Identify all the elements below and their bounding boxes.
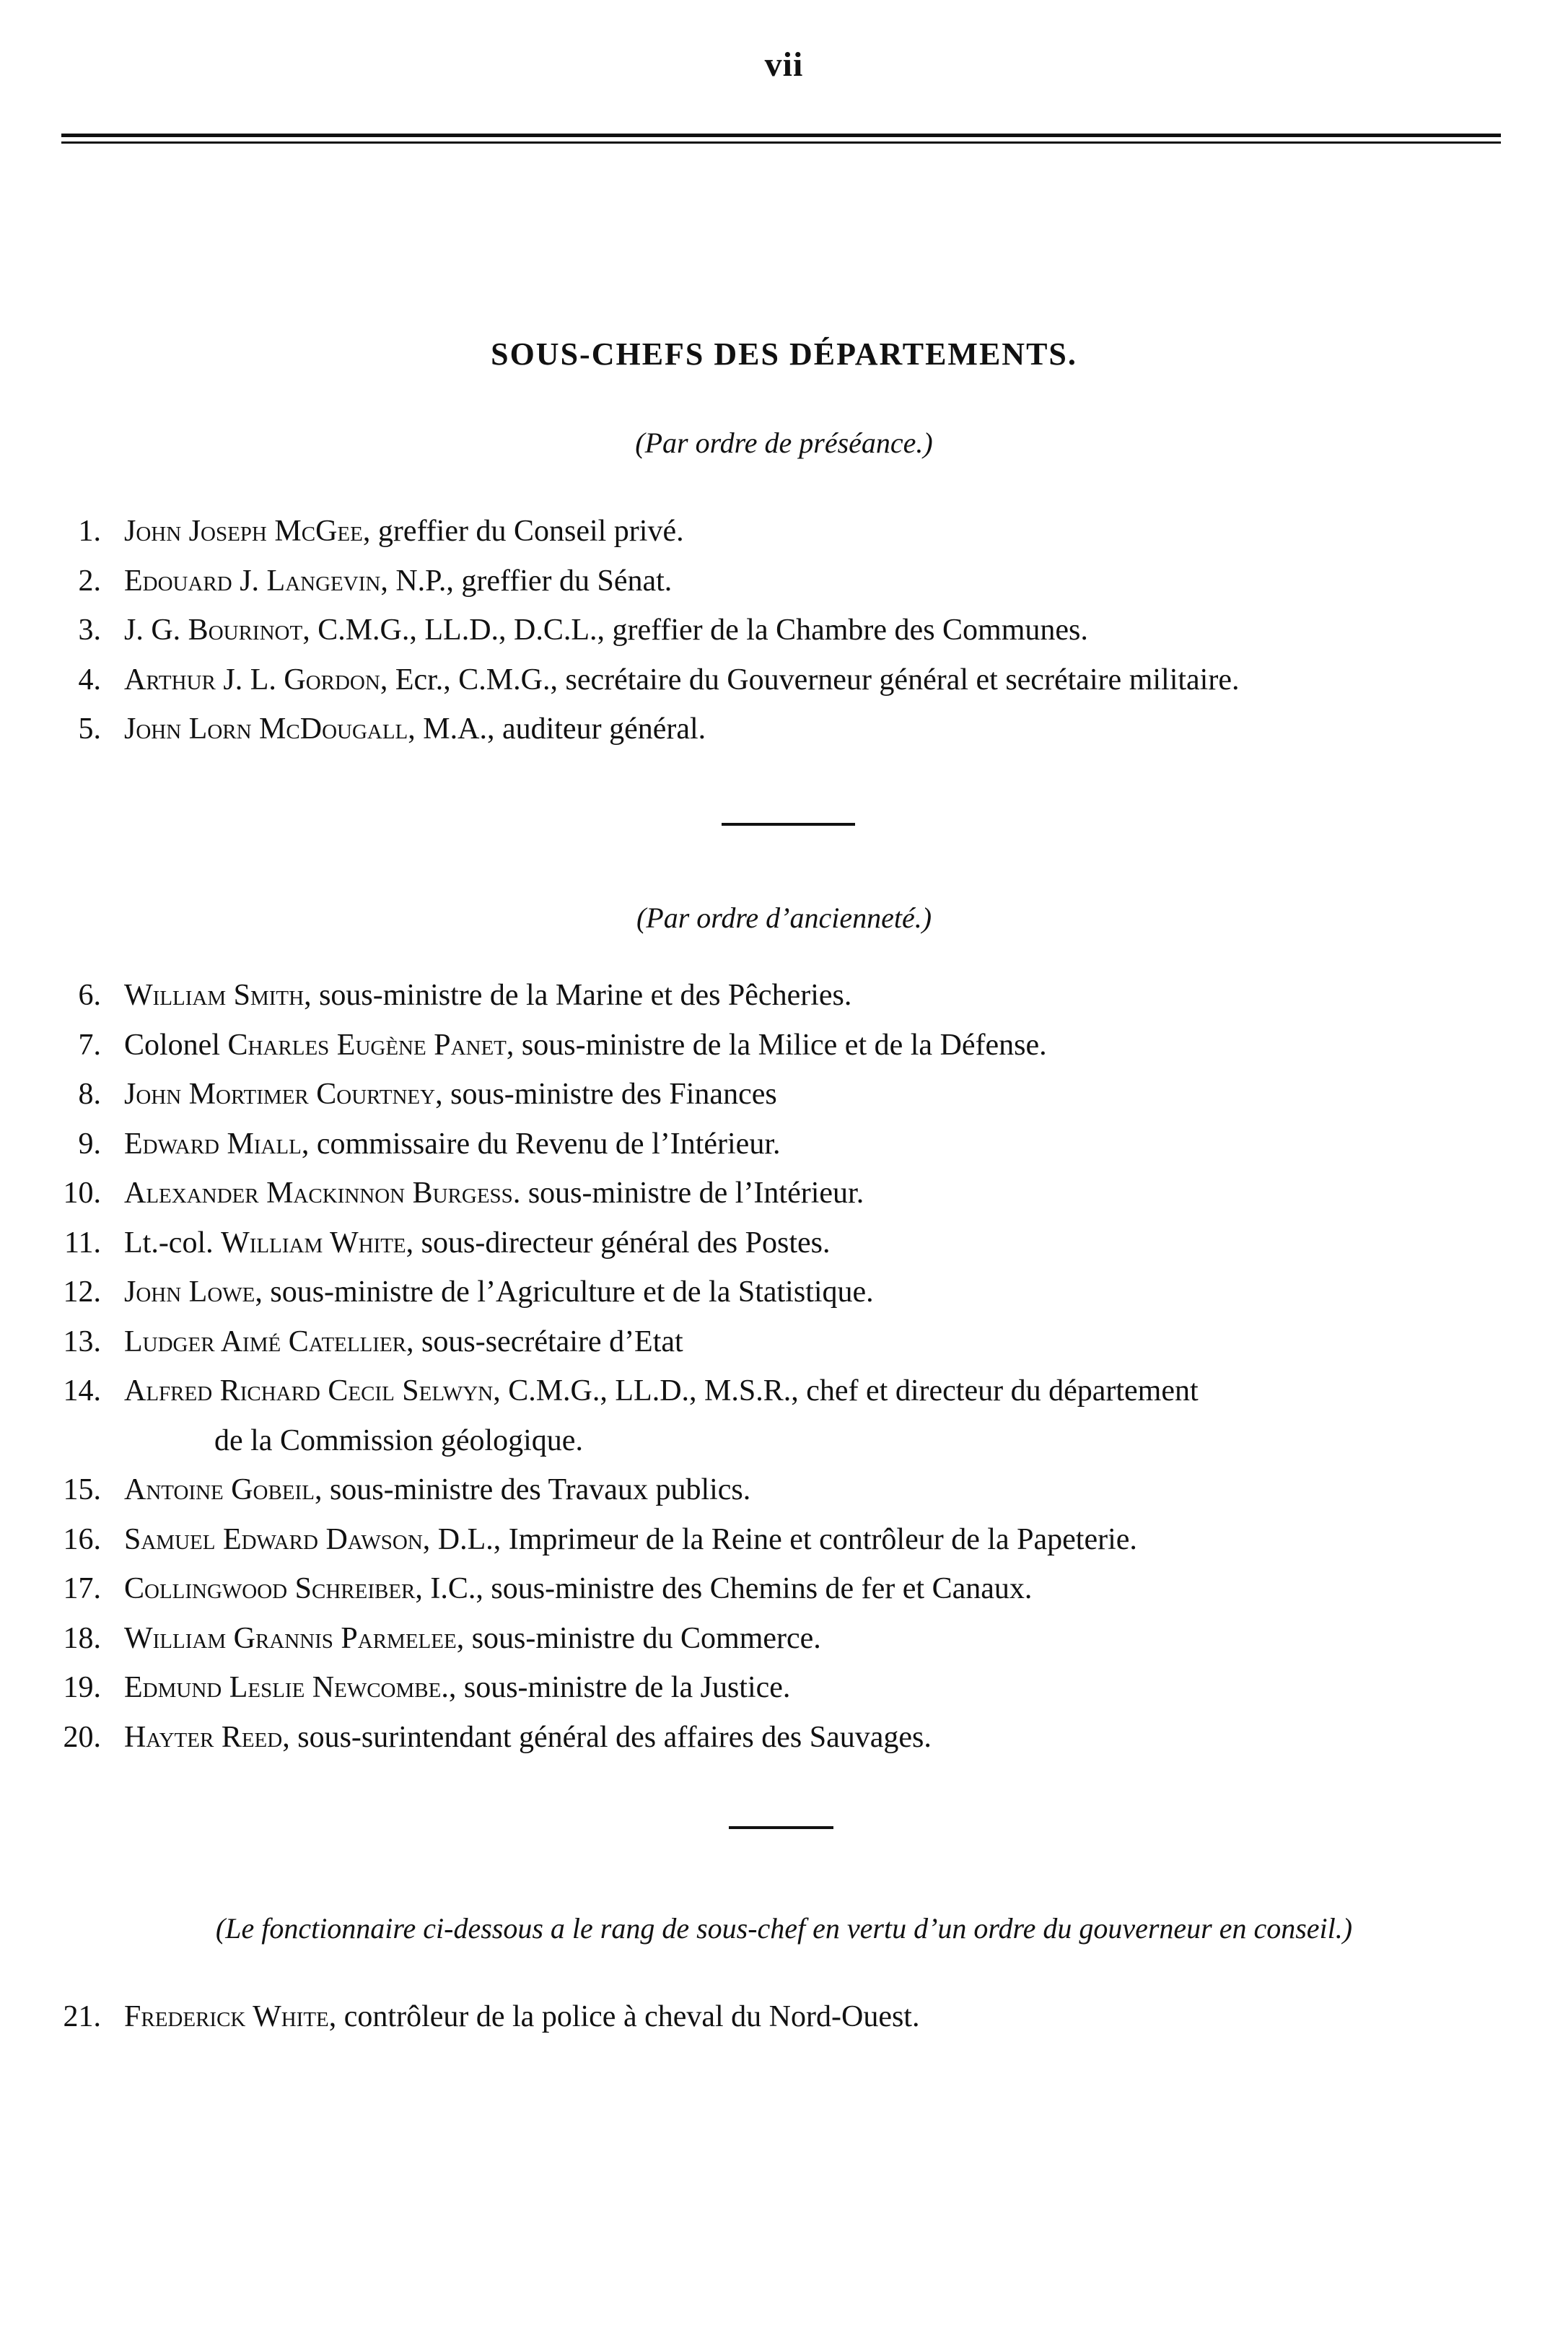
person-title: , greffier du Conseil privé. xyxy=(362,515,684,548)
rank-note: (Le fonctionnaire ci-dessous a le rang de sous-chef en vertu d’un ordre du gouverneur en conseil.) xyxy=(215,1912,1353,1945)
person-title: , sous-ministre du Commerce. xyxy=(456,1621,821,1655)
person-title-continuation: de la Commission géologique. xyxy=(214,1423,583,1457)
person-title: , D.L., Imprimeur de la Reine et contrôleur de la Papeterie. xyxy=(422,1522,1137,1556)
person-title: , C.M.G., LL.D., D.C.L., greffier de la Chambre des Communes. xyxy=(302,614,1088,647)
list-item: 13. Ludger Aimé Catellier, sous-secrétaire d’Etat xyxy=(63,1325,683,1358)
list-item: 3. J. G. Bourinot, C.M.G., LL.D., D.C.L., greffier de la Chambre des Communes. xyxy=(78,614,1088,647)
person-title: , sous-surintendant général des affaires des Sauvages. xyxy=(282,1720,932,1754)
list-item: 16. Samuel Edward Dawson, D.L., Imprimeur de la Reine et contrôleur de la Papeterie. xyxy=(63,1522,1137,1556)
person-name: John Mortimer Courtney xyxy=(124,1078,436,1111)
list-item: 8. John Mortimer Courtney, sous-ministre des Finances xyxy=(78,1078,777,1111)
person-name: Arthur J. L. Gordon xyxy=(124,663,380,697)
header-double-rule xyxy=(61,134,1501,145)
list-item: 19. Edmund Leslie Newcombe., sous-ministre de la Justice. xyxy=(63,1671,791,1704)
person-name: William Smith xyxy=(124,979,305,1012)
person-name: John Lorn McDougall xyxy=(124,712,408,746)
person-name: William White xyxy=(221,1226,406,1260)
precedence-list xyxy=(0,507,1568,754)
list-item: 20. Hayter Reed, sous-surintendant général des affaires des Sauvages. xyxy=(63,1720,932,1754)
person-title: , N.P., greffier du Sénat. xyxy=(380,564,673,598)
list-item: 11. Lt.-col. William White, sous-directeur général des Postes. xyxy=(64,1226,831,1260)
section-divider xyxy=(722,823,855,826)
person-name: Alfred Richard Cecil Selwyn xyxy=(124,1374,494,1408)
list-item: 12. John Lowe, sous-ministre de l’Agriculture et de la Statistique. xyxy=(63,1275,874,1309)
person-title: , commissaire du Revenu de l’Intérieur. xyxy=(301,1127,781,1161)
person-name: Collingwood Schreiber xyxy=(124,1572,416,1605)
person-name: Charles Eugène Panet xyxy=(227,1028,507,1062)
list-item: 5. John Lorn McDougall, M.A., auditeur général. xyxy=(78,712,706,746)
person-name: John Joseph McGee xyxy=(124,515,363,548)
list-item: 2. Edouard J. Langevin, N.P., greffier du Sénat. xyxy=(78,564,673,598)
list-item: 18. William Grannis Parmelee, sous-ministre du Commerce. xyxy=(63,1621,821,1655)
person-title: , contrôleur de la police à cheval du Nord-Ouest. xyxy=(328,2000,920,2033)
list-item: 10. Alexander Mackinnon Burgess. sous-ministre de l’Intérieur. xyxy=(63,1177,864,1210)
person-name: Edward Miall xyxy=(124,1127,302,1161)
person-name: Edmund Leslie Newcombe. xyxy=(124,1671,449,1704)
list-item: 17. Collingwood Schreiber, I.C., sous-ministre des Chemins de fer et Canaux. xyxy=(63,1572,1033,1605)
page-title: SOUS-CHEFS DES DÉPARTEMENTS. xyxy=(491,336,1077,372)
person-name: Edouard J. Langevin xyxy=(124,564,381,598)
person-title: . sous-ministre de l’Intérieur. xyxy=(512,1177,864,1210)
list-item: 14. Alfred Richard Cecil Selwyn, C.M.G., LL.D., M.S.R., chef et directeur du département de la Commission géologique. xyxy=(0,1366,1568,1465)
list-item: 21. Frederick White, contrôleur de la police à cheval du Nord-Ouest. xyxy=(63,2000,920,2033)
section-divider xyxy=(729,1826,833,1829)
special-rank-list xyxy=(0,1992,1568,2042)
list-item: 4. Arthur J. L. Gordon, Ecr., C.M.G., secrétaire du Gouverneur général et secrétaire militaire. xyxy=(78,663,1240,697)
person-name: Frederick White xyxy=(124,2000,329,2033)
list-item: 7. Colonel Charles Eugène Panet, sous-ministre de la Milice et de la Défense. xyxy=(78,1028,1047,1062)
section-subtitle-precedence: (Par ordre de préséance.) xyxy=(635,427,933,459)
person-name: Alexander Mackinnon Burgess xyxy=(124,1177,513,1210)
person-name: Antoine Gobeil xyxy=(124,1473,315,1506)
person-title: , C.M.G., LL.D., M.S.R., chef et directeur du département xyxy=(493,1374,1199,1408)
person-title: , M.A., auditeur général. xyxy=(408,712,706,746)
person-name: William Grannis Parmelee xyxy=(124,1621,457,1655)
person-title: , sous-ministre de l’Agriculture et de la Statistique. xyxy=(255,1275,874,1309)
list-item: 9. Edward Miall, commissaire du Revenu de l’Intérieur. xyxy=(78,1127,781,1161)
list-item: 6. William Smith, sous-ministre de la Marine et des Pêcheries. xyxy=(78,979,852,1012)
person-name: Ludger Aimé Catellier xyxy=(124,1325,407,1358)
person-title: , I.C., sous-ministre des Chemins de fer et Canaux. xyxy=(415,1572,1033,1605)
person-title: , sous-ministre de la Justice. xyxy=(448,1671,791,1704)
list-item: 1. John Joseph McGee, greffier du Conseil privé. xyxy=(78,515,684,548)
person-name: Hayter Reed xyxy=(124,1720,283,1754)
person-title: , sous-ministre des Finances xyxy=(435,1078,777,1111)
person-title: , sous-ministre de la Marine et des Pêcheries. xyxy=(304,979,852,1012)
person-title: , sous-ministre de la Milice et de la Défense. xyxy=(506,1028,1047,1062)
person-title: , sous-ministre des Travaux publics. xyxy=(314,1473,751,1506)
person-name: John Lowe xyxy=(124,1275,255,1309)
section-subtitle-seniority: (Par ordre d’ancienneté.) xyxy=(636,902,932,934)
person-title: , sous-secrétaire d’Etat xyxy=(406,1325,683,1358)
person-name: J. G. Bourinot xyxy=(124,614,303,647)
page-number: vii xyxy=(764,45,804,84)
list-item: 15. Antoine Gobeil, sous-ministre des Travaux publics. xyxy=(63,1473,751,1506)
person-name: Samuel Edward Dawson xyxy=(124,1522,423,1556)
person-title: , sous-directeur général des Postes. xyxy=(406,1226,831,1260)
person-title: , Ecr., C.M.G., secrétaire du Gouverneur général et secrétaire militaire. xyxy=(380,663,1240,697)
seniority-list xyxy=(0,971,1568,1762)
